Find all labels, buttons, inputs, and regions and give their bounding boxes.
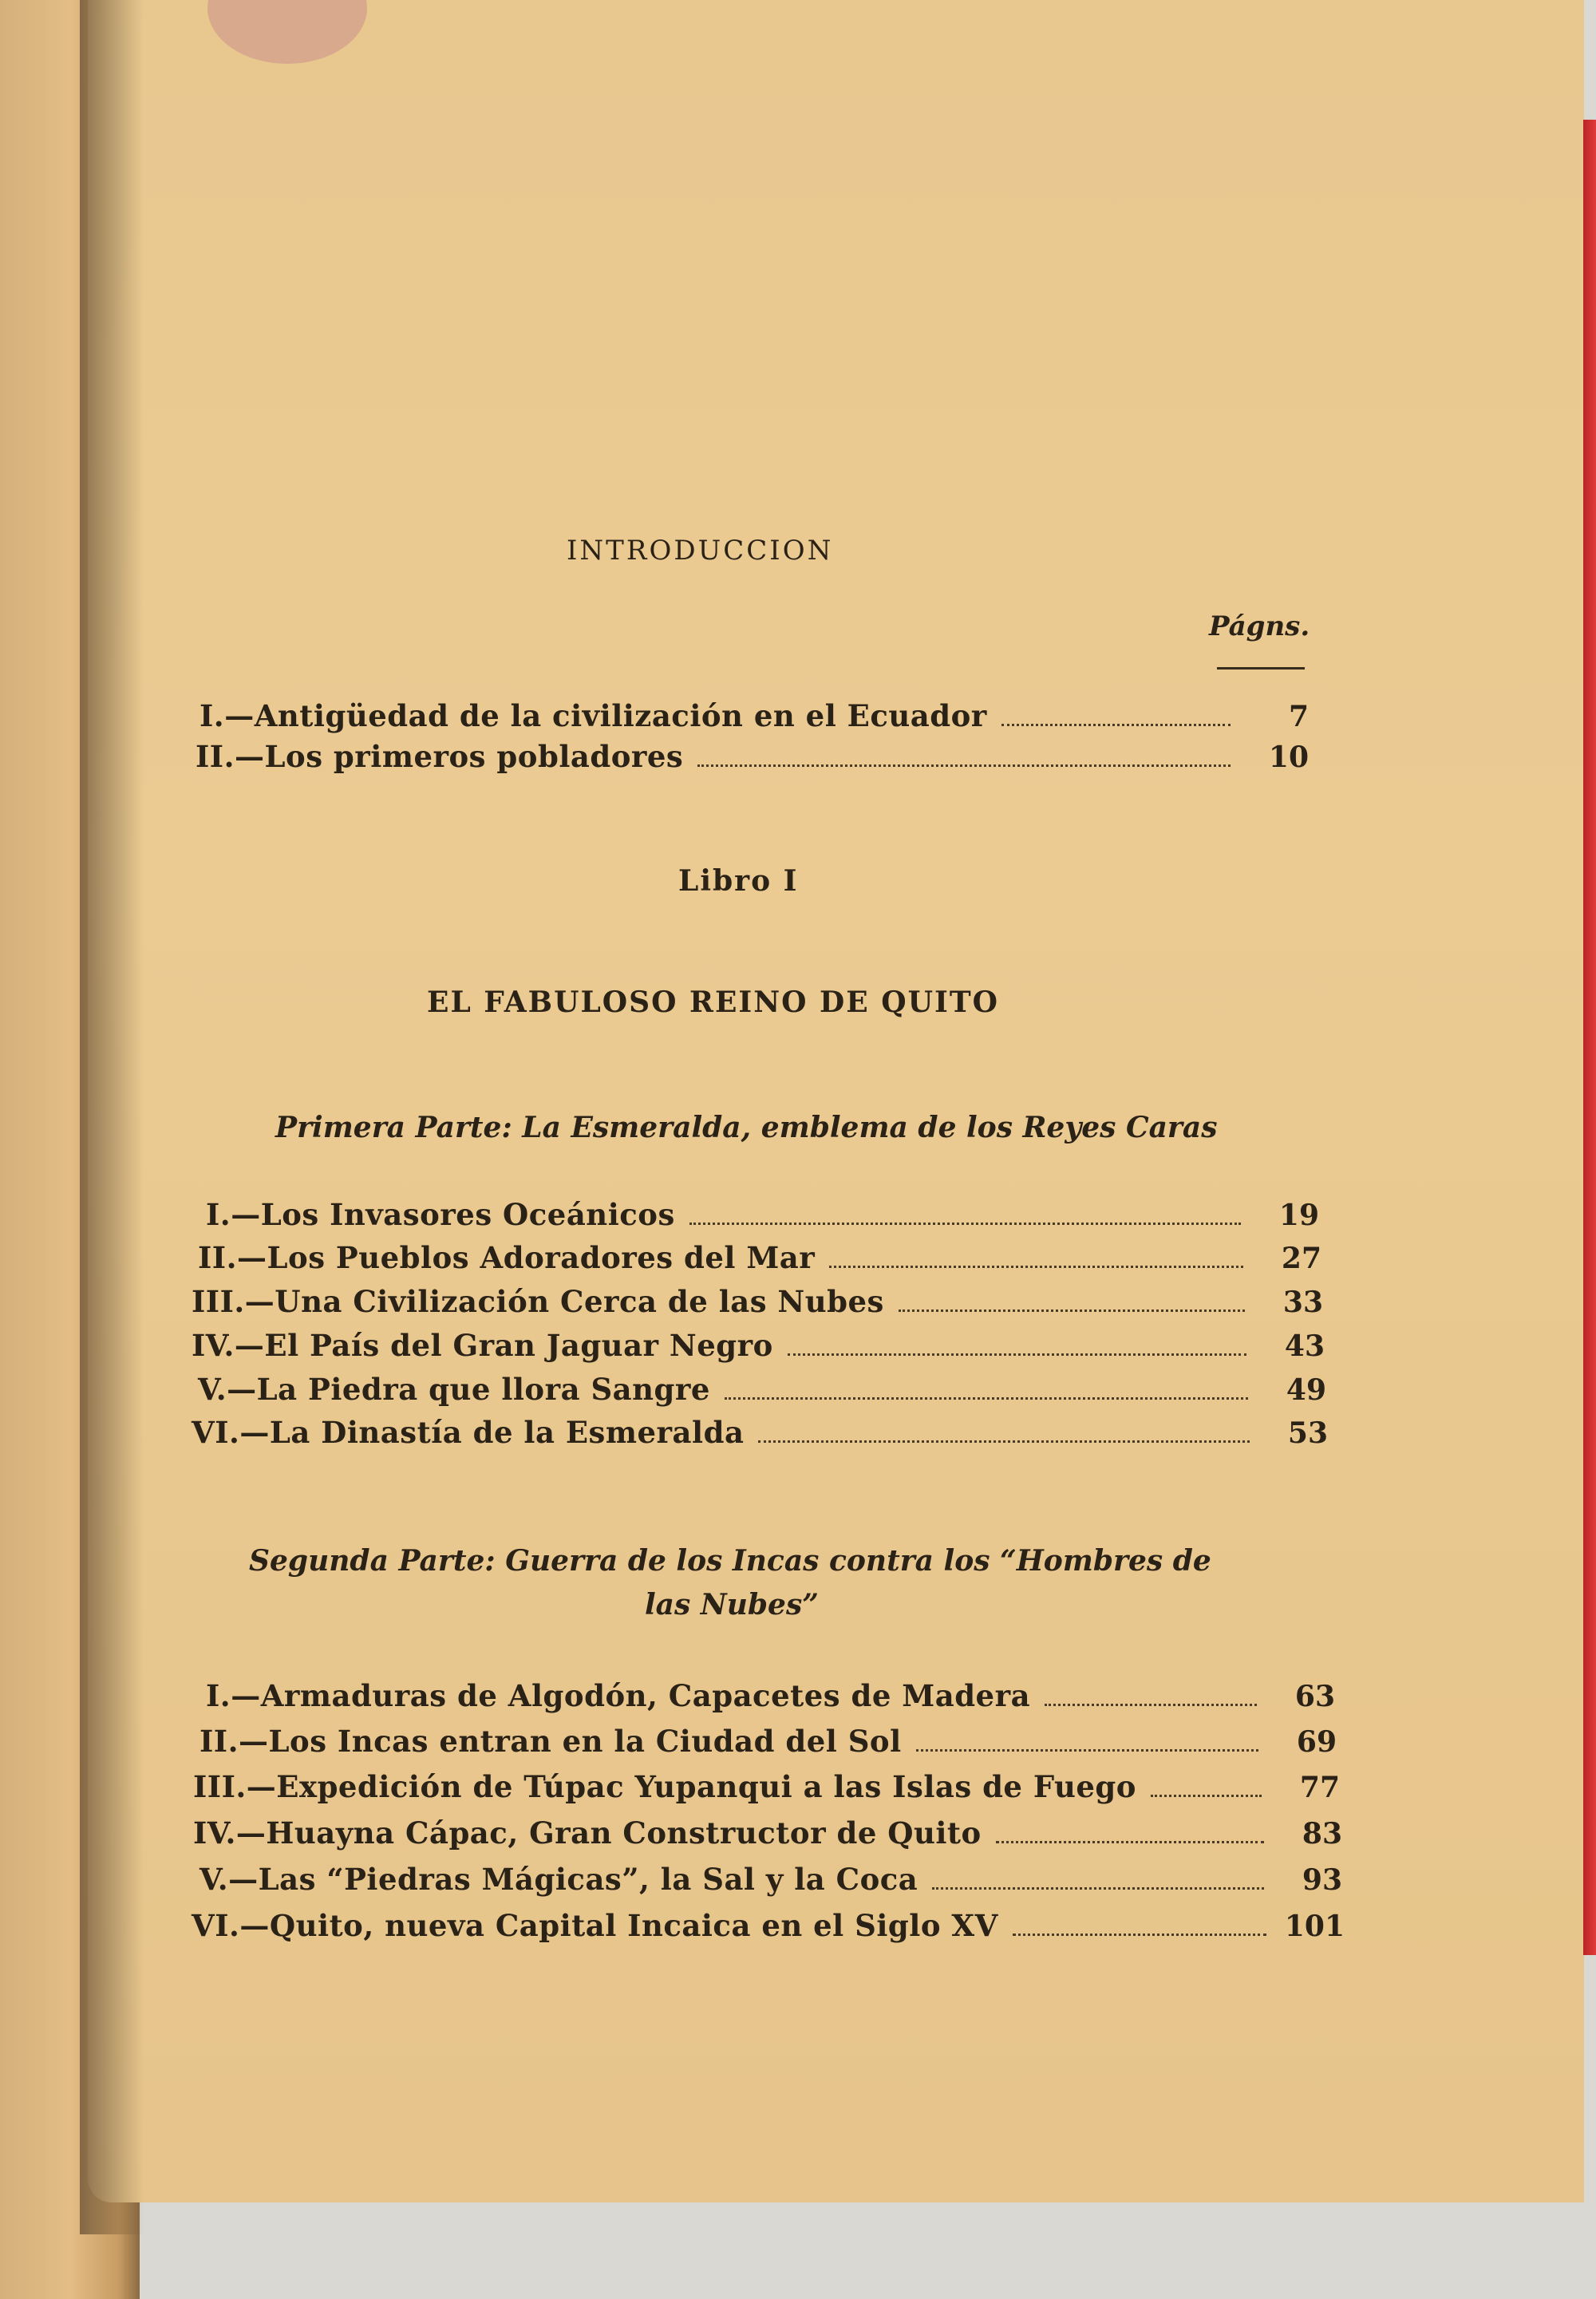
leader-dots	[1151, 1795, 1262, 1797]
entry-label: III.—Expedición de Túpac Yupanqui a las Islas de Fuego	[193, 1769, 1136, 1804]
book-label: Libro I	[678, 864, 799, 898]
entry-label: II.—Los Incas entran en la Ciudad del Sol	[200, 1724, 902, 1759]
toc-entry	[200, 1724, 1337, 1767]
toc-entry	[192, 1415, 1328, 1458]
toc-entry	[200, 698, 1309, 741]
entry-page: 83	[1302, 1817, 1342, 1851]
toc-entry	[192, 1908, 1345, 1951]
toc-entry	[198, 1240, 1321, 1283]
entry-page: 49	[1286, 1373, 1326, 1407]
red-book-edge	[1583, 120, 1596, 1955]
entry-label: I.—Antigüedad de la civilización en el Ecuador	[200, 698, 987, 733]
entry-page: 63	[1294, 1680, 1335, 1713]
toc-entry	[206, 1678, 1335, 1721]
entry-label: II.—Los Pueblos Adoradores del Mar	[198, 1240, 816, 1275]
entry-page: 43	[1284, 1329, 1325, 1363]
entry-page: 77	[1299, 1771, 1340, 1804]
leader-dots	[725, 1397, 1248, 1400]
toc-entry	[198, 1372, 1326, 1415]
entry-label: V.—Las “Piedras Mágicas”, la Sal y la Coca	[200, 1862, 918, 1897]
part2-heading-line2: las Nubes”	[645, 1588, 819, 1622]
toc-entry	[193, 1815, 1342, 1859]
book-title: EL FABULOSO REINO DE QUITO	[427, 986, 999, 1019]
leader-dots	[1013, 1934, 1266, 1936]
introduction-heading: INTRODUCCION	[567, 535, 834, 567]
toc-entry	[196, 739, 1309, 782]
entry-label: IV.—El País del Gran Jaguar Negro	[192, 1328, 773, 1363]
leader-dots	[829, 1266, 1243, 1268]
toc-entry	[192, 1328, 1325, 1371]
leader-dots	[697, 764, 1231, 767]
entry-page: 93	[1302, 1863, 1342, 1897]
entry-label: VI.—La Dinastía de la Esmeralda	[192, 1415, 745, 1450]
entry-label: II.—Los primeros pobladores	[196, 739, 684, 774]
entry-page: 69	[1296, 1725, 1337, 1759]
leader-dots	[932, 1887, 1264, 1890]
entry-label: I.—Los Invasores Oceánicos	[206, 1197, 675, 1232]
leader-dots	[1001, 724, 1231, 726]
leader-dots	[689, 1223, 1241, 1225]
toc-entry	[192, 1284, 1323, 1327]
leader-dots	[916, 1749, 1258, 1752]
entry-page: 7	[1288, 700, 1309, 733]
book-gutter-shadow	[80, 0, 144, 2234]
entry-page: 10	[1268, 741, 1309, 774]
part2-heading-line1: Segunda Parte: Guerra de los Incas contra los “Hombres de	[249, 1544, 1211, 1578]
entry-page: 101	[1284, 1910, 1345, 1943]
entry-label: I.—Armaduras de Algodón, Capacetes de Madera	[206, 1678, 1031, 1713]
pages-label: Págns.	[1209, 610, 1310, 642]
leader-dots	[996, 1841, 1264, 1843]
toc-entry	[206, 1197, 1319, 1240]
entry-page: 33	[1282, 1286, 1323, 1319]
leader-dots	[899, 1309, 1245, 1312]
entry-page: 19	[1278, 1199, 1319, 1232]
pages-rule	[1217, 667, 1305, 670]
entry-label: VI.—Quito, nueva Capital Incaica en el Siglo XV	[192, 1908, 998, 1943]
leader-dots	[758, 1440, 1250, 1443]
leader-dots	[788, 1353, 1246, 1356]
entry-page: 27	[1281, 1242, 1321, 1275]
entry-label: IV.—Huayna Cápac, Gran Constructor de Quito	[193, 1815, 982, 1851]
entry-label: V.—La Piedra que llora Sangre	[198, 1372, 710, 1407]
leader-dots	[1045, 1704, 1257, 1706]
toc-entry	[200, 1862, 1342, 1905]
entry-label: III.—Una Civilización Cerca de las Nubes	[192, 1284, 884, 1319]
toc-entry	[193, 1769, 1340, 1812]
part1-heading: Primera Parte: La Esmeralda, emblema de los Reyes Caras	[275, 1111, 1218, 1144]
entry-page: 53	[1287, 1416, 1328, 1450]
